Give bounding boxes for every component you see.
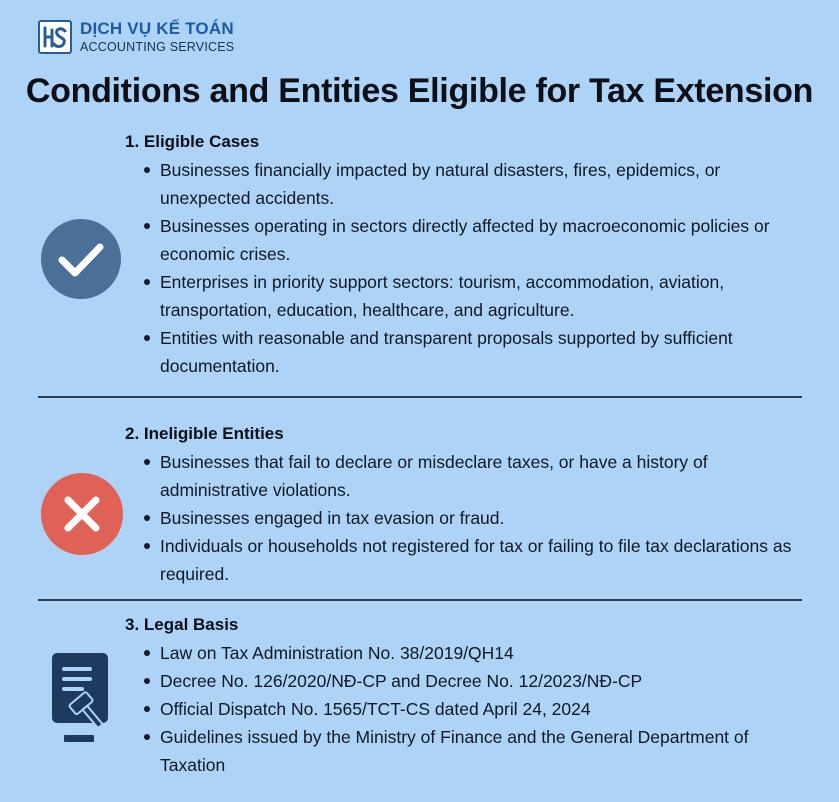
list-item: Businesses that fail to declare or misdeclare taxes, or have a history of administrative violations. <box>160 448 809 504</box>
list-item: Individuals or households not registered for tax or failing to file tax declarations as required. <box>160 532 809 588</box>
list-item: Decree No. 126/2020/NĐ-CP and Decree No. 12/2023/NĐ-CP <box>160 667 809 695</box>
check-circle-icon <box>40 218 122 305</box>
section-heading: 1. Eligible Cases <box>125 132 260 151</box>
section-heading: 3. Legal Basis <box>125 615 239 634</box>
section-divider <box>38 599 802 601</box>
section-divider <box>38 396 802 398</box>
list-item: Businesses financially impacted by natural disasters, fires, epidemics, or unexpected accidents. <box>160 156 809 212</box>
list-item: Law on Tax Administration No. 38/2019/QH14 <box>160 639 809 667</box>
list-item: Guidelines issued by the Ministry of Finance and the General Department of Taxation <box>160 723 809 779</box>
list-item: Enterprises in priority support sectors: tourism, accommodation, aviation, transportation, education, healthcare, and agriculture. <box>160 268 809 324</box>
list-item: Businesses engaged in tax evasion or fraud. <box>160 504 809 532</box>
bullet-list <box>125 639 809 779</box>
brand-name: DỊCH VỤ KẾ TOÁN <box>80 19 234 39</box>
page-title: Conditions and Entities Eligible for Tax Extension <box>25 72 814 110</box>
section-heading: 2. Ineligible Entities <box>125 424 284 443</box>
list-item: Entities with reasonable and transparent proposals supported by sufficient documentation. <box>160 324 809 380</box>
list-item: Official Dispatch No. 1565/TCT-CS dated April 24, 2024 <box>160 695 809 723</box>
hs-monogram-logo-icon <box>38 20 72 54</box>
list-item: Businesses operating in sectors directly affected by macroeconomic policies or economic crises. <box>160 212 809 268</box>
brand-subtitle: ACCOUNTING SERVICES <box>80 40 235 55</box>
bullet-list <box>125 448 809 588</box>
bullet-list <box>125 156 809 380</box>
brand-header <box>38 20 234 54</box>
legal-document-gavel-icon <box>50 651 114 752</box>
cross-circle-icon <box>40 472 124 561</box>
